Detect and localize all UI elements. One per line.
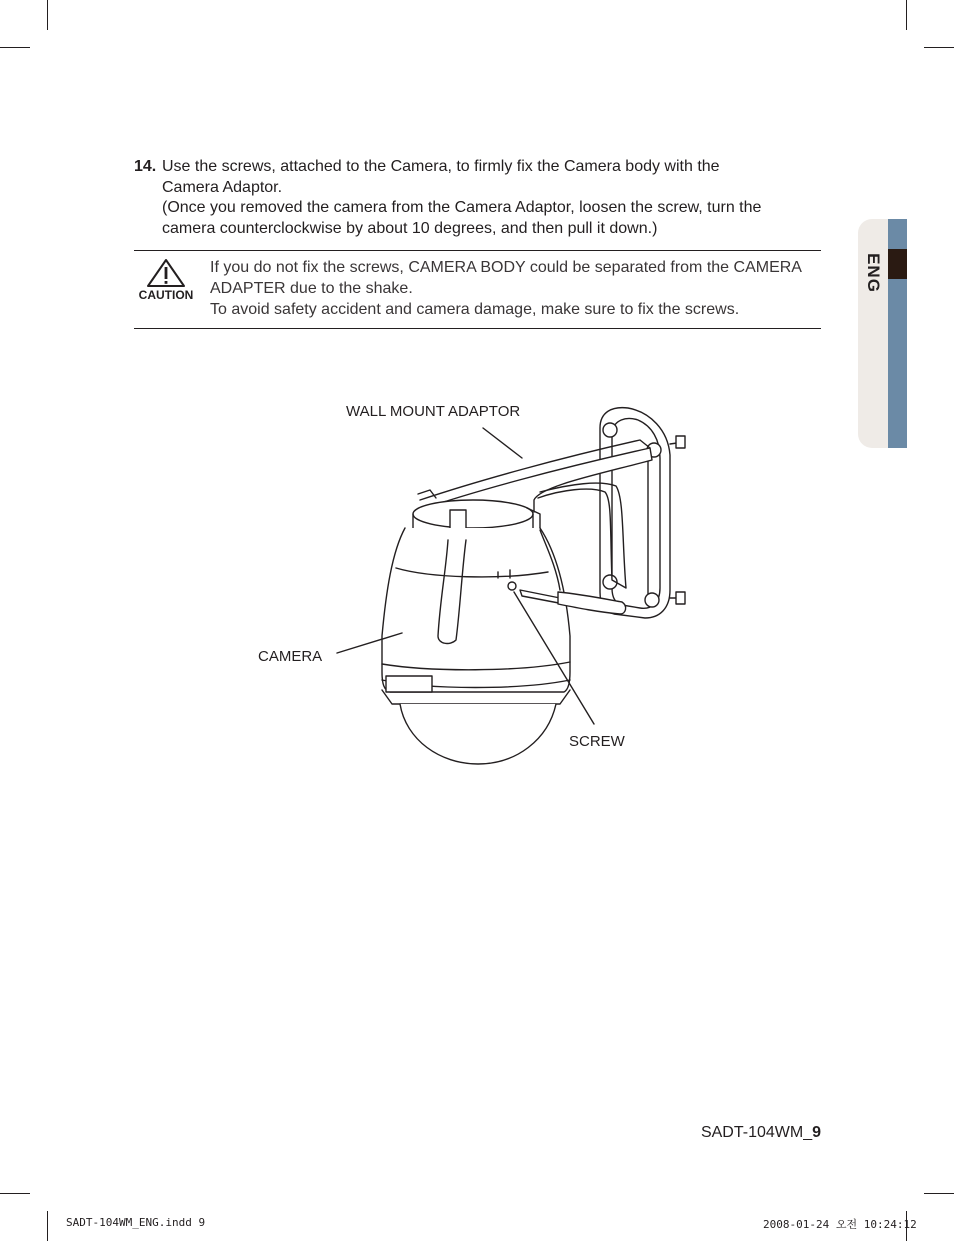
wall-plate — [600, 408, 685, 618]
step-line: camera counterclockwise by about 10 degrees, and then pull it down.) — [162, 219, 658, 237]
step-line: (Once you removed the camera from the Camera Adaptor, loosen the screw, turn the — [162, 199, 762, 216]
camera-dome — [400, 704, 556, 764]
wall-mount-callout: WALL MOUNT ADAPTOR — [346, 403, 521, 420]
caution-label: CAUTION — [138, 288, 194, 302]
page-number: 9 — [812, 1124, 821, 1141]
step-line: Camera Adaptor. — [162, 178, 283, 196]
screw-callout: SCREW — [569, 733, 625, 750]
language-tab-label: ENG — [864, 253, 883, 293]
slug-date: 2008-01-24 오전 10:24:12 — [763, 1218, 917, 1231]
caution-line: ADAPTER due to the shake. — [210, 280, 413, 297]
camera-body — [382, 528, 570, 704]
step-line: Use the screws, attached to the Camera, to firmly fix the Camera body with the — [162, 158, 720, 175]
wall-mount-leader — [483, 428, 522, 458]
camera-callout: CAMERA — [258, 648, 323, 665]
caution-line: To avoid safety accident and camera damage, make sure to fix the screws. — [210, 301, 740, 318]
model-name: SADT-104WM_ — [700, 1124, 813, 1141]
caution-line: If you do not fix the screws, CAMERA BODY could be separated from the CAMERA — [210, 259, 802, 276]
page-footer — [600, 1124, 821, 1142]
step-number: 14. — [134, 158, 157, 175]
slug-file: SADT-104WM_ENG.indd 9 — [66, 1216, 206, 1229]
